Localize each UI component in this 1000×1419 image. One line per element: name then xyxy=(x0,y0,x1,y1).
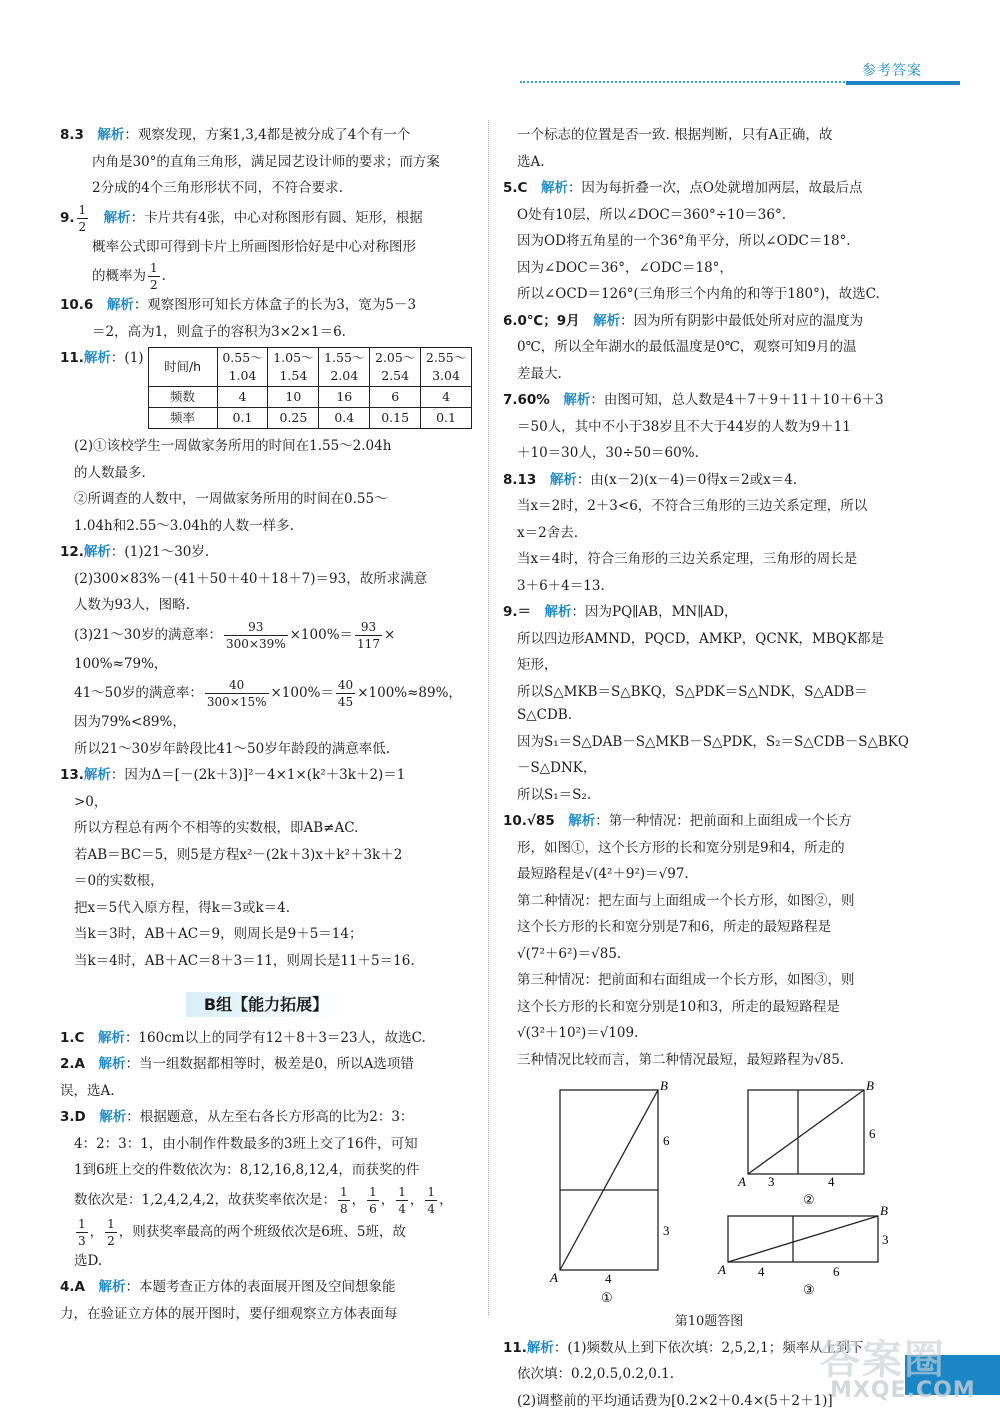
answer-8: 8.3 解析：观察发现，方案1,3,4都是被分成了4个有一个 内角是30°的直角三角形，满足园艺设计师的要求；而方案 2分成的4个三角形形状不同，不符合要求. xyxy=(60,127,440,196)
table-cell: 0.1 xyxy=(217,408,268,429)
answer-b7: 7.60% 解析：由图可知，总人数是4＋7＋9＋11＋10＋6＋3 ＝50人，其中不小于38岁且不大于44岁的人数为9＋11 ＋10＝30人，30÷50＝60%. xyxy=(503,392,884,461)
table-row xyxy=(148,408,471,429)
fraction: $\frac{1}{2}$ xyxy=(107,1216,115,1248)
right-column: 一个标志的位置是否一致. 根据判断，只有A正确，故 选A. 5.C 解析：因为每折叠一次，点O处就增加两层，故最后点 O处有10层，所以∠DOC＝360°÷10＝36°. 因为OD将五角星的一个36°角平分，所以∠ODC＝18°. 因为∠DOC＝36°，∠ODC＝18°， 所以∠OCD＝126°(三角形三个内角的和等于180°)，故选C. 6.0℃；9月 解析：因为所有阴影中最低处所对应的温度为 0℃，所以全年湖水的最低温度是0℃，观察可知9月的温 差最大. 7.60% 解析：由图可知，总人数是4＋7＋9＋11＋10＋6＋3 ＝50人，其中不小于38岁且不大于44岁的人数为9＋11 ＋10＝30人，30÷50＝60%. 8.13 解析：由(x－2)(x－4)＝0得x＝2或x＝4. 当x＝2时，2＋3<6，不符合三角形的三边关系定理，所以 x＝2舍去. 当x＝4时，符合三角形的三边关系定理，三角形的周长是 3＋6＋4＝13. 9.＝ 解析：因为PQ∥AB，MN∥AD， 所以四边形AMND，PQCD，AMKP，QCNK，MBQK都是 矩形， 所以S△MKB＝S△BKQ，S△PDK＝S△NDK，S△ADB＝S△CDB. 因为S₁＝S△DAB－S△MKB－S△PDK，S₂＝S△CDB－S△BKQ －S△DNK， 所以S₁＝S₂. 10.√85 解析：第一种情况：把前面和上面组成一个长方 形，如图①，这个长方形的长和宽分别是9和4，所走的 最短路程是√(4²＋9²)＝√97. 第二种情况：把左面与上面组成一个长方形，如图②，则 这个长方形的长和宽分别是7和6，所走的最短路程是 √(7²＋6²)＝√85. 第三种情况：把前面和右面组成一个长方形，如图③，则 这个长方形的长和宽分别是10和3，所走的最短路程是 √(3²＋10²)＝√109. 三种情况比较而言，第二种情况最短，最短路程为√85. A B 6 3 4 ① A B 6 3 4 ② A B 3 4 6 ③ 第10题答图 11.解析：(1)频数从上到下依次填：2,5,2,1；频率从上到下 依次填：0.2,0.5,0.2,0.1. (2)调整前的平均通话费为[0.2×2＋0.4×(5＋2＋1)] xyxy=(503,124,915,1416)
figure-10 xyxy=(503,1080,915,1310)
table-header: 1.05～1.54 xyxy=(268,348,319,387)
answer-b1: 1.C 解析：160cm以上的同学有12＋8＋3＝23人，故选C. xyxy=(60,1029,426,1046)
svg-text:4: 4 xyxy=(828,1174,835,1189)
fraction: $\frac{93}{117}$ xyxy=(357,619,380,651)
answer-9: 9. $\frac{1}{2}$ 解析：卡片共有4张，中心对称图形有圆、矩形，根据 概率公式即可得到卡片上所画图形恰好是中心对称图形 的概率为 $\frac{1}{2}$ . xyxy=(60,202,423,292)
table-cell: 0.15 xyxy=(370,408,421,429)
svg-text:3: 3 xyxy=(882,1232,889,1247)
svg-text:①: ① xyxy=(601,1290,613,1305)
table-cell: 频率 xyxy=(148,408,217,429)
table-cell: 4 xyxy=(421,387,472,408)
fraction: $\frac{93}{300\times 39\%}$ xyxy=(225,619,286,651)
svg-text:4: 4 xyxy=(605,1271,612,1286)
fraction: $\frac{1}{2}$ xyxy=(150,261,158,292)
table-cell: 6 xyxy=(370,387,421,408)
table-cell: 频数 xyxy=(148,387,217,408)
answer-b2: 2.A 解析：当一组数据都相等时，极差是0，所以A选项错 误，选A. xyxy=(60,1056,414,1099)
answer-b4: 4.A 解析：本题考查正方体的表面展开图及空间想象能 力，在验证立方体的展开图时，要仔细观察立方体表面每 xyxy=(60,1279,398,1322)
fraction: $\frac{1}{2}$ xyxy=(78,202,87,234)
answer-10: 10.6 解析：观察图形可知长方体盒子的长为3，宽为5－3 ＝2，高为1，则盒子的容积为3×2×1＝6. xyxy=(60,297,417,340)
watermark-logo: 答案圈 MXQE.COM xyxy=(820,1337,976,1403)
frequency-table xyxy=(148,347,472,429)
svg-text:3: 3 xyxy=(663,1223,670,1238)
answer-b5: 5.C 解析：因为每折叠一次，点O处就增加两层，故最后点 O处有10层，所以∠DOC＝360°÷10＝36°. 因为OD将五角星的一个36°角平分，所以∠ODC＝18°. 因为∠DOC＝36°，∠ODC＝18°， 所以∠OCD＝126°(三角形三个内角的和等于180°)，故选C. xyxy=(503,180,880,302)
figure-2 xyxy=(737,1080,876,1207)
table-cell: 10 xyxy=(268,387,319,408)
table-row xyxy=(148,387,471,408)
table-header: 时间/h xyxy=(148,348,217,387)
header-title: 参考答案 xyxy=(862,63,922,79)
fraction: $\frac{1}{4}$ xyxy=(427,1184,436,1216)
table-cell: 0.25 xyxy=(268,408,319,429)
svg-text:B: B xyxy=(660,1080,668,1093)
svg-text:6: 6 xyxy=(869,1126,876,1141)
answer-13: 13.解析：因为Δ＝[－(2k＋3)]²－4×1×(k²＋3k＋2)＝1 >0， 所以方程总有两个不相等的实数根，即AB≠AC. 若AB＝BC＝5，则5是方程x²－(2k＋3)x＋k²＋3k＋2 ＝0的实数根， 把x＝5代入原方程，得k＝3或k＝4. 当k＝3时，AB＋AC＝9，则周长是9＋5＝14； 当k＝4时，AB＋AC＝8＋3＝11，则周长是11＋5＝16. xyxy=(60,767,415,969)
svg-text:B: B xyxy=(866,1080,874,1093)
answer-b6: 6.0℃；9月 解析：因为所有阴影中最低处所对应的温度为 0℃，所以全年湖水的最低温度是0℃，观察可知9月的温 差最大. xyxy=(503,312,864,382)
svg-text:4: 4 xyxy=(758,1264,765,1279)
svg-text:6: 6 xyxy=(663,1133,670,1148)
figure-1 xyxy=(549,1080,670,1305)
svg-text:A: A xyxy=(738,1174,746,1189)
svg-text:B: B xyxy=(880,1203,888,1218)
svg-text:③: ③ xyxy=(803,1282,815,1297)
svg-text:3: 3 xyxy=(768,1174,775,1189)
fraction: $\frac{1}{6}$ xyxy=(369,1184,377,1216)
table-cell: 16 xyxy=(319,387,370,408)
table-row xyxy=(148,348,471,387)
table-cell: 4 xyxy=(217,387,268,408)
svg-text:A: A xyxy=(550,1270,558,1285)
table-header: 2.05～2.54 xyxy=(370,348,421,387)
answer-b9: 9.＝ 解析：因为PQ∥AB，MN∥AD， 所以四边形AMND，PQCD，AMKP，QCNK，MBQK都是 矩形， 所以S△MKB＝S△BKQ，S△PDK＝S△NDK，S△ADB＝S△CDB. 因为S₁＝S△DAB－S△MKB－S△PDK，S₂＝S△CDB－S△BKQ －S△DNK， 所以S₁＝S₂. xyxy=(503,604,909,803)
figure-10-diagrams xyxy=(503,1080,915,1310)
table-header: 1.55～2.04 xyxy=(319,348,370,387)
answer-12: 12.解析：(1)21～30岁. (2)300×83%－(41＋50＋40＋18＋7)＝93，故所求满意 人数为93人，图略. (3)21～30岁的满意率： $\frac{93}{300\times 39\%}$ ×100%＝ $\frac{93}{117}$ × 100%≈79%， 41～50岁的满意率： $\frac{40}{300\times 15\%}$ ×100%＝ $\frac{40}{45}$ ×100%≈89%， 因为79%<89%， 所以21～30岁年龄段比41～50岁年龄段的满意率低. xyxy=(60,544,462,757)
fraction: $\frac{40}{45}$ xyxy=(337,678,354,709)
figure-caption: 第10题答图 xyxy=(674,1314,744,1329)
fraction: $\frac{1}{3}$ xyxy=(78,1216,86,1248)
svg-text:A: A xyxy=(718,1262,726,1277)
section-heading: B组【能力拓展】 xyxy=(60,993,472,1017)
answer-b8: 8.13 解析：由(x－2)(x－4)＝0得x＝2或x＝4. 当x＝2时，2＋3<6，不符合三角形的三边关系定理，所以 x＝2舍去. 当x＝4时，符合三角形的三边关系定理，三角形的周长是 3＋6＋4＝13. xyxy=(503,471,868,594)
figure-3 xyxy=(717,1203,889,1297)
svg-text:6: 6 xyxy=(833,1264,840,1279)
fraction: $\frac{1}{8}$ xyxy=(340,1184,348,1216)
answer-b10: 10.√85 解析：第一种情况：把前面和上面组成一个长方 形，如图①，这个长方形的长和宽分别是9和4，所走的 最短路程是√(4²＋9²)＝√97. 第二种情况：把左面与上面组成一个长方形，如图②，则 这个长方形的长和宽分别是7和6，所走的最短路程是 √(7²＋6²)＝√85. 第三种情况：把前面和右面组成一个长方形，如图③，则 这个长方形的长和宽分别是10和3，所走的最短路程是 √(3²＋10²)＝√109. 三种情况比较而言，第二种情况最短，最短路程为√85. xyxy=(503,813,855,1068)
table-cell: 0.1 xyxy=(421,408,472,429)
answer-11: 11.解析：(1) 时间/h 0.55～1.04 1.05～1.54 1.55～2.04 2.05～2.54 2.55～3.04 频数 4 10 16 6 4 频率 0.1 0.25 0.4 0.15 0.1 (2)①该校学生一周做家务所用的时间在1.55～2.04h 的人数最多. ②所调查的人数中，一周做家务所用的时间在0.55～ 1.04h和2.55～3.04h的人数一样多. xyxy=(60,347,472,538)
table-header: 2.55～3.04 xyxy=(421,348,472,387)
fraction: $\frac{40}{300\times 15\%}$ xyxy=(206,678,267,709)
table-header: 0.55～1.04 xyxy=(217,348,268,387)
answer-b11: 11.解析：(1)频数从上到下依次填：2,5,2,1；频率从上到下 依次填：0.2,0.5,0.2,0.1. (2)调整前的平均通话费为[0.2×2＋0.4×(5＋2＋1)] xyxy=(503,1339,864,1409)
table-cell: 0.4 xyxy=(319,408,370,429)
svg-text:②: ② xyxy=(803,1192,815,1207)
header-tab xyxy=(846,81,960,85)
fraction: $\frac{1}{4}$ xyxy=(398,1184,406,1216)
left-column xyxy=(60,124,472,1329)
answer-b3: 3.D 解析：根据题意，从左至右各长方形高的比为2：3： 4：2：3：1，由小制作件数最多的3班上交了16件，可知 1到6班上交的件数依次为：8,12,16,8,12,4，而获奖的件 数依次是：1,2,4,2,4,2，故获奖率依次是： $\frac{1}{8}$ ， $\frac{1}{6}$ ， $\frac{1}{4}$ ， $\frac{1}{4}$ ， $\frac{1}{3}$ ， $\frac{1}{2}$ ，则获奖率最高的两个班级依次是6班、5班，故 选D. xyxy=(60,1109,453,1269)
column-divider xyxy=(488,120,489,1315)
